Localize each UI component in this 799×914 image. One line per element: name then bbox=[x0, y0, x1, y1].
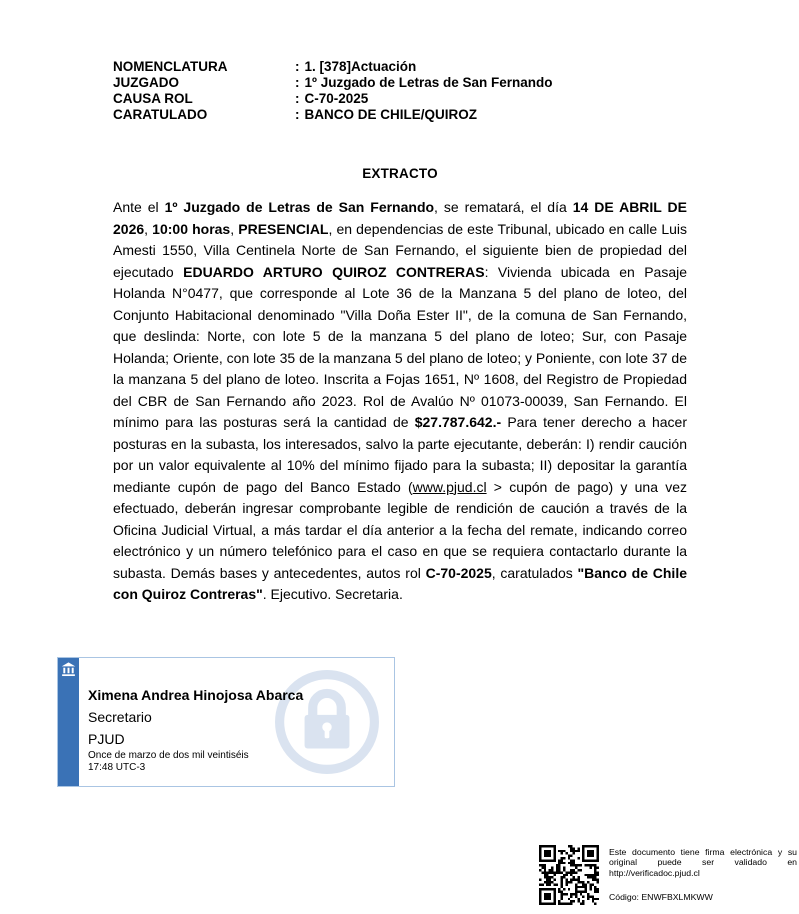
header-row-nomenclatura bbox=[113, 59, 552, 75]
body-segment: : Vivienda ubicada en Pasaje Holanda N°0477, que corresponde al Lote 36 de la Manzana 5 del plano de loteo, del Conjunto Habitacional denominado "Villa Doña Ester II", de la comuna de San Fernando, que deslinda: Norte, con lote 5 de la manzana 5 del plano de loteo; Sur, con Pasaje Holanda; Oriente, con lote 35 de la manzana 5 del plano de loteo; y Poniente, con lote 37 de la manzana 5 del plano de loteo. Inscrita a Fojas 1651, Nº 1608, del Registro de Propiedad del CBR de San Fernando año 2023. Rol de Avalúo Nº 01073-00039, San Fernando. El mínimo para las posturas será la cantidad de bbox=[113, 263, 687, 430]
header-label: CARATULADO bbox=[113, 107, 208, 122]
body-segment: C-70-2025 bbox=[425, 564, 492, 581]
body-segment: $27.787.642.- bbox=[414, 414, 502, 430]
header-separator: : bbox=[295, 75, 300, 90]
body-segment: Ante el bbox=[113, 199, 165, 215]
body-segment: 1º Juzgado de Letras de San Fernando bbox=[164, 199, 435, 215]
header-value: BANCO DE CHILE/QUIROZ bbox=[304, 107, 478, 122]
header-row-causa-rol bbox=[113, 91, 552, 107]
body-segment: , en dependencias de este Tribunal, ubicado en calle Luis Amesti 1550, Villa Centinela Norte de San Fernando, el siguiente bien de propiedad del ejecutado bbox=[113, 220, 688, 280]
case-header bbox=[113, 59, 552, 123]
header-label: CAUSA ROL bbox=[113, 91, 193, 106]
verification-code-label: Código: bbox=[609, 892, 639, 902]
body-segment: EDUARDO ARTURO QUIROZ CONTRERAS bbox=[183, 263, 485, 280]
signer-institution: PJUD bbox=[88, 731, 125, 747]
signature-details bbox=[88, 684, 303, 774]
body-segment: PRESENCIAL bbox=[238, 220, 329, 237]
body-segment: "Banco de Chile con Quiroz Contreras" bbox=[113, 564, 687, 602]
signature-side-bar bbox=[58, 658, 79, 786]
body-segment: > cupón de pago) y una vez efectuado, deberán ingresar comprobante legible de rendición de caución a través de la Oficina Judicial Virtual, a más tardar el día anterior a la fecha del remate, indicando correo electrónico y un número telefónico para el caso en que se requiera contactarlo durante la subasta. Demás bases y antecedentes, autos rol bbox=[113, 478, 687, 581]
body-segment: 14 DE ABRIL DE 2026 bbox=[113, 199, 687, 237]
header-label: JUZGADO bbox=[113, 75, 180, 90]
header-value: 1º Juzgado de Letras de San Fernando bbox=[304, 75, 553, 90]
page-title: EXTRACTO bbox=[362, 166, 438, 181]
signature-date: Once de marzo de dos mil veintiséis bbox=[88, 750, 249, 761]
body-segment: , caratulados bbox=[491, 564, 578, 581]
verification-code bbox=[609, 892, 713, 902]
pjud-url-link[interactable]: www.pjud.cl bbox=[412, 478, 487, 495]
body-segment: . Ejecutivo. Secretaria. bbox=[262, 586, 403, 602]
body-segment: Para tener derecho a hacer posturas en la subasta, los interesados, salvo la parte ejecutante, deberán: I) rendir caución por un valor equivalente al 10% del mínimo fijado para la subasta; II) depositar la garantía mediante cupón de pago del Banco Estado ( bbox=[113, 414, 687, 495]
signature-box bbox=[57, 657, 395, 787]
header-row-caratulado bbox=[113, 107, 552, 123]
header-row-juzgado bbox=[113, 75, 552, 91]
body-segment: , se rematará, el día bbox=[434, 199, 573, 215]
header-label: NOMENCLATURA bbox=[113, 59, 228, 74]
signer-role: Secretario bbox=[88, 709, 152, 725]
signature-time: 17:48 UTC-3 bbox=[88, 762, 146, 773]
header-value: C-70-2025 bbox=[304, 91, 369, 106]
header-value: 1. [378]Actuación bbox=[304, 59, 417, 74]
extract-body bbox=[113, 197, 687, 606]
verification-code-value: ENWFBXLMKWW bbox=[641, 892, 713, 902]
verification-text: Este documento tiene firma electrónica y su original puede ser validado en http://verificadoc.pjud.cl bbox=[609, 847, 797, 878]
header-separator: : bbox=[295, 91, 300, 106]
header-separator: : bbox=[295, 59, 300, 74]
header-separator: : bbox=[295, 107, 300, 122]
court-building-icon bbox=[61, 662, 76, 677]
qr-code bbox=[539, 845, 599, 905]
body-segment: , bbox=[230, 220, 239, 237]
body-segment: 10:00 horas bbox=[152, 220, 231, 237]
signer-name: Ximena Andrea Hinojosa Abarca bbox=[88, 687, 304, 703]
body-segment: , bbox=[144, 220, 153, 237]
